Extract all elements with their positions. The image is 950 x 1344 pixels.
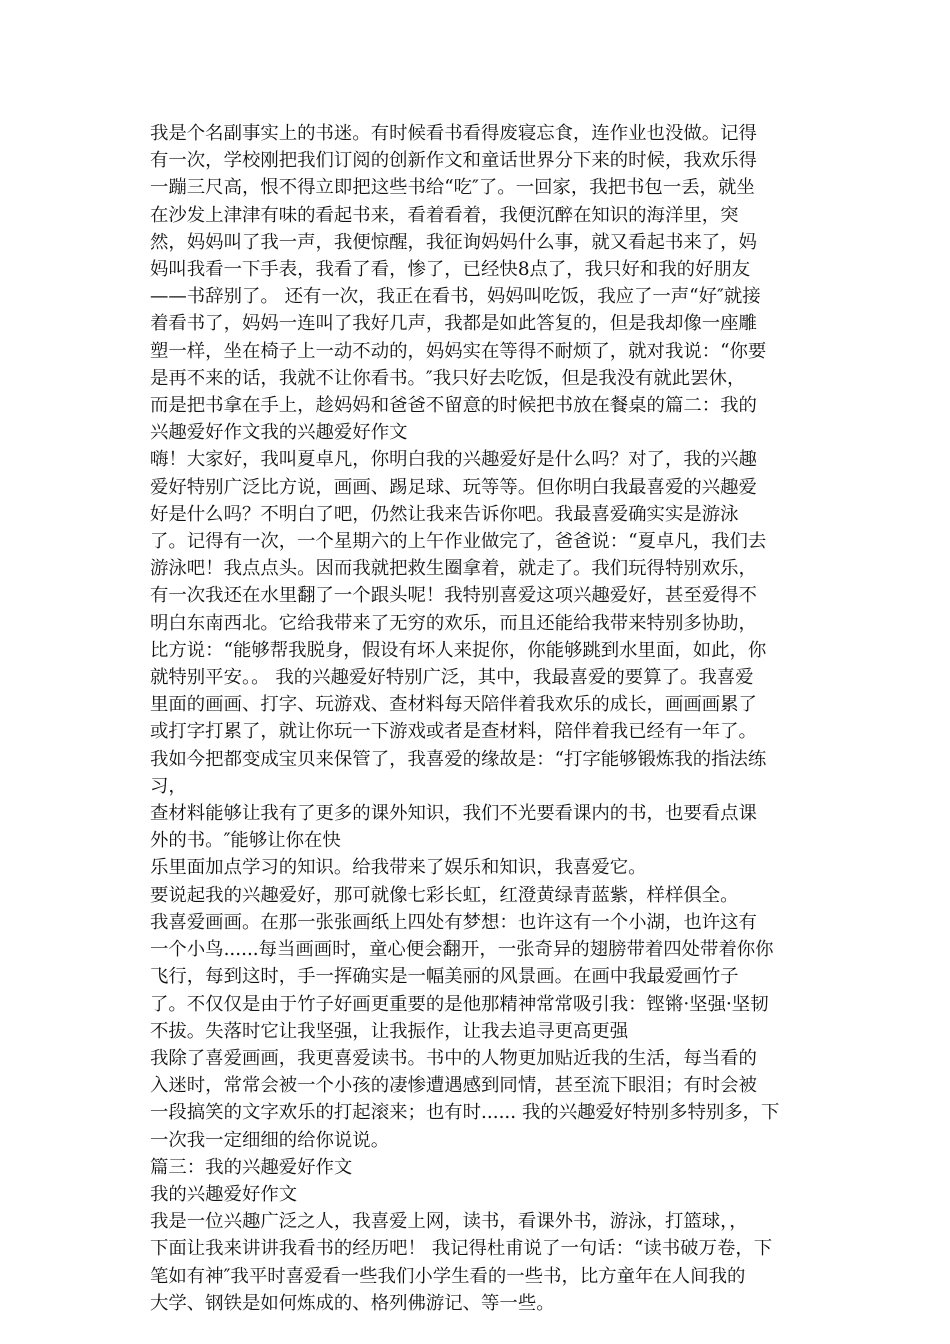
text-line: 是再不来的话，我就不让你看书。″我只好去吃饭，但是我没有就此罢休， <box>150 367 746 389</box>
text-line: 明白东南西北。它给我带来了无穷的欢乐，而且还能给我带来特别多协助， <box>150 612 757 634</box>
text-line: 一个小鸟......每当画画时，童心便会翻开，一张奇异的翅膀带着四处带着你你 <box>150 939 774 961</box>
text-line: 游泳吧！我点点头。因而我就把救生圈拿着，就走了。我们玩得特别欢乐， <box>150 558 757 580</box>
text-line: 里面的画画、打字、玩游戏、查材料每天陪伴着我欢乐的成长，画画画累了 <box>150 694 757 716</box>
text-line: 我是一位兴趣广泛之人，我喜爱上网，读书，看课外书，游泳，打篮球，， <box>150 1211 748 1233</box>
text-line: 着看书了，妈妈一连叫了我好几声，我都是如此答复的，但是我却像一座雕 <box>150 313 757 335</box>
text-line: 一蹦三尺高，恨不得立即把这些书给“吃″了。一回家，我把书包一丢，就坐 <box>150 177 755 199</box>
section-title-line: 我的兴趣爱好作文 <box>150 1183 298 1205</box>
text-line: 在沙发上津津有味的看起书来，看着看着，我便沉醉在知识的海洋里，突 <box>150 204 739 226</box>
text-line: 要说起我的兴趣爱好，那可就像七彩长虹，红澄黄绿青蓝紫，样样俱全。 <box>150 884 739 906</box>
text-line: 笔如有神″我平时喜爱看一些我们小学生看的一些书，比方童年在人间我的 <box>150 1265 746 1287</box>
text-line: 或打字打累了，就让你玩一下游戏或者是查材料，陪伴着我已经有一年了。 <box>150 721 757 743</box>
text-line: 爱好特别广泛比方说，画画、踢足球、玩等等。但你明白我最喜爱的兴趣爱 <box>150 476 757 498</box>
document-body <box>150 120 802 1317</box>
text-line: 塑一样，坐在椅子上一动不动的，妈妈实在等得不耐烦了，就对我说：“你要 <box>150 340 767 362</box>
section-heading-line: 兴趣爱好作文我的兴趣爱好作文 <box>150 422 408 444</box>
text-line: 好是什么吗？不明白了吧，仍然让我来告诉你吧。我最喜爱确实实是游泳 <box>150 503 739 525</box>
section-heading-line: 篇三：我的兴趣爱好作文 <box>150 1156 353 1178</box>
text-line: 乐里面加点学习的知识。给我带来了娱乐和知识，我喜爱它。 <box>150 857 647 879</box>
text-line: 大学、钢铁是如何炼成的、格列佛游记、等一些。 <box>150 1292 555 1314</box>
text-line: 一段搞笑的文字欢乐的打起滚来；也有时...... 我的兴趣爱好特别多特别多，下 <box>150 1102 780 1124</box>
text-line: 习， <box>150 775 187 797</box>
text-line: 有一次，学校刚把我们订阅的创新作文和童话世界分下来的时候，我欢乐得 <box>150 150 757 172</box>
text-line: 入迷时，常常会被一个小孩的凄惨遭遇感到同情，甚至流下眼泪；有时会被 <box>150 1075 757 1097</box>
text-line: 我除了喜爱画画，我更喜爱读书。书中的人物更加贴近我的生活，每当看的 <box>150 1047 757 1069</box>
text-line: 嗨！大家好，我叫夏卓凡，你明白我的兴趣爱好是什么吗？对了，我的兴趣 <box>150 449 757 471</box>
text-line: 我如今把都变成宝贝来保管了，我喜爱的缘故是：“打字能够锻炼我的指法练 <box>150 748 767 770</box>
text-line: 比方说：“能够帮我脱身，假设有坏人来捉你，你能够跳到水里面，如此，你 <box>150 639 767 661</box>
text-line: 我喜爱画画。在那一张张画纸上四处有梦想：也许这有一个小湖，也许这有 <box>150 911 757 933</box>
text-line: 飞行，每到这时，手一挥确实是一幅美丽的风景画。在画中我最爱画竹子 <box>150 966 739 988</box>
text-line: 就特别平安。。 我的兴趣爱好特别广泛，其中，我最喜爱的要算了。我喜爱 <box>150 667 754 689</box>
text-line: 了。记得有一次，一个星期六的上午作业做完了，爸爸说：“夏卓凡，我们去 <box>150 531 767 553</box>
text-line: 有一次我还在水里翻了一个跟头呢！我特别喜爱这项兴趣爱好，甚至爱得不 <box>150 585 757 607</box>
text-line: 一次我一定细细的给你说说。 <box>150 1129 390 1151</box>
text-line: 然，妈妈叫了我一声，我便惊醒，我征询妈妈什么事，就又看起书来了，妈 <box>150 231 757 253</box>
text-line: 下面让我来讲讲我看书的经历吧！ 我记得杜甫说了一句话：“读书破万卷，下 <box>150 1238 773 1260</box>
text-line: 妈叫我看一下手表，我看了看，惨了，已经快8点了，我只好和我的好朋友 <box>150 259 751 281</box>
text-line: 我是个名副事实上的书迷。有时候看书看得废寝忘食，连作业也没做。记得 <box>150 123 757 144</box>
text-line: 了。不仅仅是由于竹子好画更重要的是他那精神常常吸引我：铿锵·坚强·坚韧 <box>150 993 769 1015</box>
text-line: 而是把书拿在手上，趁妈妈和爸爸不留意的时候把书放在餐桌的篇二：我的 <box>150 395 757 417</box>
text-line: 查材料能够让我有了更多的课外知识，我们不光要看课内的书，也要看点课 <box>150 803 757 825</box>
text-line: 不拔。失落时它让我坚强，让我振作，让我去追寻更高更强 <box>150 1020 629 1042</box>
text-line: ——书辞别了。 还有一次，我正在看书，妈妈叫吃饭，我应了一声“好″就接 <box>150 286 761 308</box>
text-line: 外的书。″能够让你在快 <box>150 830 341 852</box>
